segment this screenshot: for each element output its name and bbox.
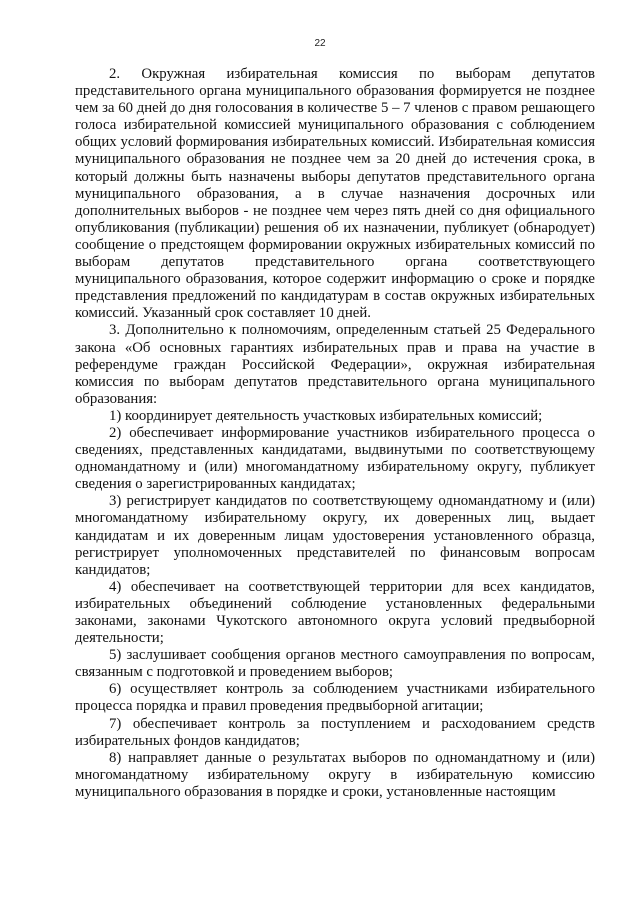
list-item-8: 8) направляет данные о результатах выборов по одномандатному и (или) многомандатному избирательному округу в избирательную комиссию муниципального образования в порядке и сроки, установленные настоящим	[75, 749, 595, 800]
list-item-4: 4) обеспечивает на соответствующей территории для всех кандидатов, избирательных объединений соблюдение установленных федеральными законами, законами Чукотского автономного округа условий предвыборной деятельности;	[75, 578, 595, 647]
list-item-5: 5) заслушивает сообщения органов местного самоуправления по вопросам, связанным с подготовкой и проведением выборов;	[75, 647, 595, 681]
paragraph-3-additional-powers: 3. Дополнительно к полномочиям, определенным статьей 25 Федерального закона «Об основных гарантиях избирательных прав и права на участие в референдуме граждан Российской Федерации», окружная избирательная комиссия по выборам депутатов представительного органа муниципального образования:	[75, 322, 595, 407]
list-item-7: 7) обеспечивает контроль за поступлением и расходованием средств избирательных фондов кандидатов;	[75, 715, 595, 749]
list-item-3: 3) регистрирует кандидатов по соответствующему одномандатному и (или) многомандатному избирательному округу, их доверенных лиц, выдает кандидатам и их доверенным лицам удостоверения установленного образца, регистрирует уполномоченных представителей по финансовым вопросам кандидатов;	[75, 493, 595, 578]
list-item-1: 1) координирует деятельность участковых избирательных комиссий;	[109, 407, 543, 424]
list-item-2: 2) обеспечивает информирование участников избирательного процесса о сведениях, представленных кандидатами, выдвинутыми по соответствующему одномандатному и (или) многомандатному избирательному округу, публикует сведения о зарегистрированных кандидатах;	[75, 424, 595, 493]
page-number: 22	[314, 38, 326, 49]
document-body	[75, 66, 595, 801]
list-item-6: 6) осуществляет контроль за соблюдением участниками избирательного процесса порядка и правил проведения предвыборной агитации;	[75, 681, 595, 715]
paragraph-2-commission-formation: 2. Окружная избирательная комиссия по выборам депутатов представительного органа муниципального образования формируется не позднее чем за 60 дней до дня голосования в количестве 5 – 7 членов с правом решающего голоса избирательной комиссией муниципального образования с соблюдением общих условий формирования избирательных комиссий. Избирательная комиссия муниципального образования не позднее чем за 20 дней до истечения срока, в который должны быть назначены выборы депутатов представительного органа муниципального образования, а в случае назначения досрочных или дополнительных выборов - не позднее чем через пять дней со дня официального опубликования (публикации) решения об их назначении, публикует (обнародует) сообщение о предстоящем формировании окружных избирательных комиссий по выборам депутатов представительного органа соответствующего муниципального образования, которое содержит информацию о сроке и порядке представления предложений по кандидатурам в состав окружных избирательных комиссий. Указанный срок составляет 10 дней.	[75, 66, 595, 322]
